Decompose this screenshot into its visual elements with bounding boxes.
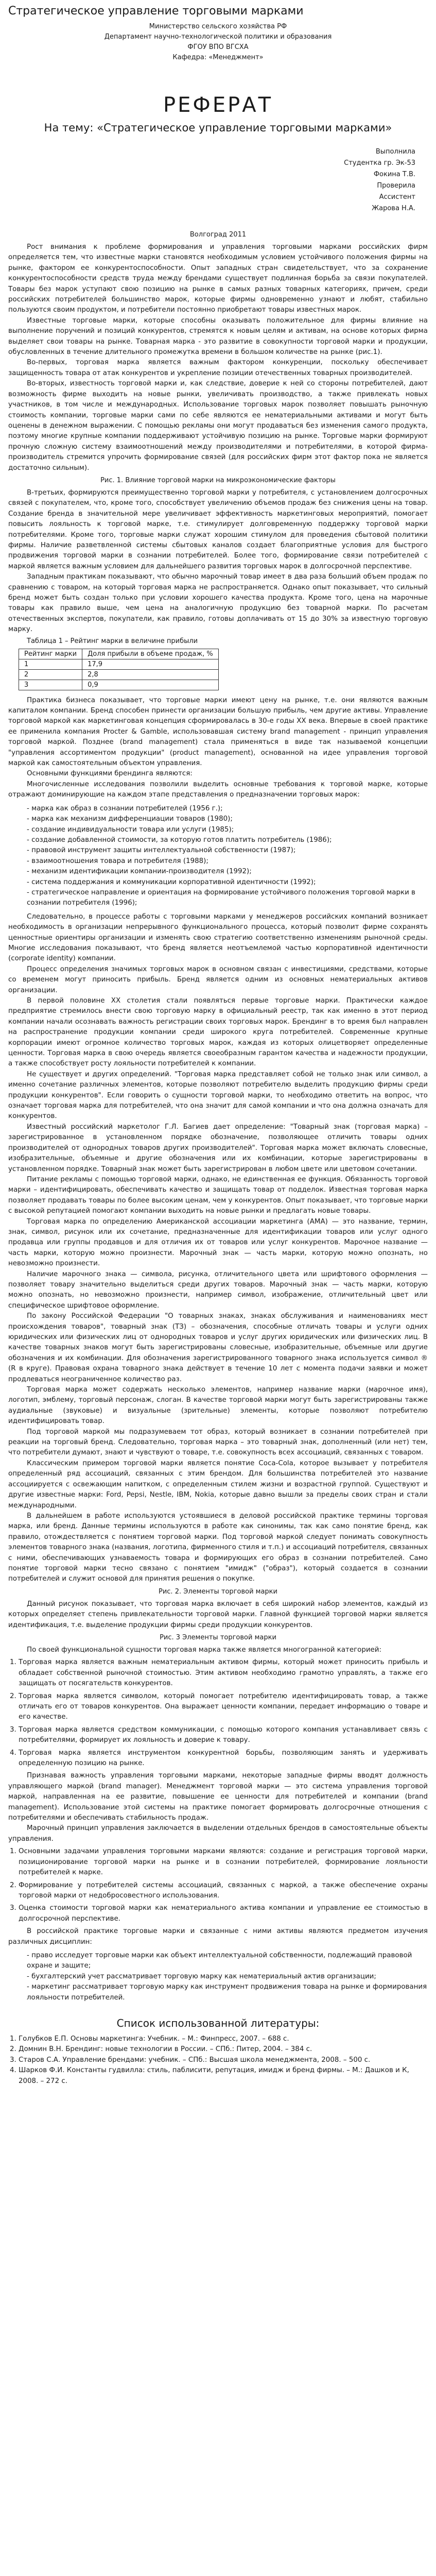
table-caption: Таблица 1 – Рейтинг марки в величине прибыли xyxy=(27,637,198,645)
discipline-list xyxy=(8,1951,428,2003)
table-row xyxy=(19,669,219,680)
table-cell: 17,9 xyxy=(82,659,219,669)
report-title: РЕФЕРАТ xyxy=(163,93,273,117)
list-item: 1. Основными задачами управления торговыми марками являются: создание и регистрация торговой марки, позиционирование торговой марки на рынке и в сознании потребителей, формирование лояльности потребителей к марке. xyxy=(19,1846,428,1878)
table-cell: 0,9 xyxy=(82,680,219,690)
document-heading: Стратегическое управление торговыми марками xyxy=(8,5,304,18)
reference-item: 3. Старов С.А. Управление брендами: учебник. – СПб.: Высшая школа менеджмента, 2008. – 500 с. xyxy=(19,2055,428,2065)
list-item: - стратегическое направление и ориентация на формирование устойчивого положения торговой марки в сознании потребителя (1996); xyxy=(27,888,415,907)
references-title: Список использованной литературы: xyxy=(116,2016,320,2029)
paragraph: Классическим примером торговой марки является понятие Coca-Cola, которое вызывает у потребителя определенный ряд ассоциаций, связанных с этим брендом. Для большинства потребителей это название ассоциируется с освежающим напитком, с определенным стилем жизни и возрастной группой. Существуют и другие известные марки: Ford, Pepsi, Nestle, IBM, Nokia, которые давно вышли за пределы своих стран и стали международными. xyxy=(8,1459,428,1510)
reference-item: 1. Голубков Е.П. Основы маркетинга: Учебник. – М.: Финпресс, 2007. – 688 с. xyxy=(19,2034,428,2044)
list-item: 4. Торговая марка является инструментом конкурентной борьбы, позволяющим занять и удерживать определенную позицию на рынке. xyxy=(19,1748,428,1769)
table-cell: 2 xyxy=(19,669,82,680)
paragraph: Известные торговые марки, которые способны оказывать положительное для фирмы влияние на выполнение поручений и позиций конкурентов, стремятся к новым целям и активам, на основе которых фирма выделяет свои товары на рынке. Товарная марка - это развитие в совокупности торговой марки и продукции, обусловленных в течение длительного промежутка времени в большом количестве на рынке (рис.1). xyxy=(8,316,428,357)
checked-label: Проверила xyxy=(377,182,415,190)
list-item: 2. Формирование у потребителей системы ассоциаций, связанных с маркой, а также обеспечение охраны торговой марки от недобросовестного использования. xyxy=(19,1880,428,1902)
city-year: Волгоград 2011 xyxy=(189,231,247,239)
paragraph: Рост внимания к проблеме формирования и управления торговыми марками российских фирм определяется тем, что известные марки становятся необходимым условием устойчивого положения фирмы на рынке, фактором ее конкурентоспособности. Опыт западных стран свидетельствует, что за сохранение конкурентоспособности средств труда между брендами существует подлинная борьба за связи покупателей. Товары без марок уступают свою позицию на рынке в самых разных товарных категориях, причем, среди российских потребителей большинство марок, которые фирмы одновременно узнают и любят, стабильно пользуются своим продуктом, и потребители постоянно приобретают товары известных марок. xyxy=(8,243,428,314)
list-item: - бухгалтерский учет рассматривает торговую марку как нематериальный актив организации; xyxy=(27,1972,376,1980)
paragraph: Наличие марочного знака — символа, рисунка, отличительного цвета или шрифтового оформления — позволяет товару значительно выделиться среди других товаров. Марочный знак — часть марки, которую можно опознать, но невозможно произнести, например символ, изображение, отличительный цвет или специфическое шрифтовое оформление. xyxy=(8,1270,428,1310)
list-item: - марка как механизм дифференциации товаров (1980); xyxy=(27,815,233,823)
paragraph: Западным практикам показывают, что обычно марочный товар имеет в два раза больший объем продаж по сравнению с товаром, на который торговая марка не распространяется. Однако опыт показывает, что сильный бренд может быть создан только при условии хорошего качества продукта. Кроме того, цена на марочные товары как правило выше, чем цена на аналогичную продукцию без товарной марки. По расчетам отечественных экспертов, покупатели, как правило, готовы доплачивать от 15 до 30% за известную торговую марку. xyxy=(8,573,428,634)
table-cell: 3 xyxy=(19,680,82,690)
student-group: Студентка гр. Эк-53 xyxy=(344,159,415,167)
paragraph: Известный российский маркетолог Г.Л. Багиев дает определение: "Товарный знак (торговая марка) – зарегистрированное в установленном порядке обозначение, позволяющее отличить товары одних производителей от однородных товаров других производителей". Торговая марка может включать словесные, изобразительные, объемные и другие обозначения или их комбинации, которые зарегистрированы в установленном порядке. Товарный знак может быть зарегистрирован в любом цвете или цветовом сочетании. xyxy=(8,1123,428,1173)
list-item: - механизм идентификации компании-производителя (1992); xyxy=(27,868,252,876)
ministry-line: Министерство сельского хозяйства РФ xyxy=(149,23,287,30)
table-cell: 1 xyxy=(19,659,82,669)
list-item: - правовой инструмент защиты интеллектуальной собственности (1987); xyxy=(27,846,296,855)
paragraph: Не существует и других определений. "Торговая марка представляет собой не только знак или символ, а именно сочетание различных элементов, которые позволяют потребителю выделить продукцию фирмы среди продукции конкурентов". Если говорить о сущности торговой марки, то необходимо ответить на вопрос, что означает торговая марка для потребителей, что она значит для самой компании и что она должна означать для конкурентов. xyxy=(8,1070,428,1121)
list-item: - марка как образ в сознании потребителей (1956 г.); xyxy=(27,804,223,812)
list-item: - система поддержания и коммуникации корпоративной идентичности (1992); xyxy=(27,878,316,886)
function-list xyxy=(8,804,428,909)
table-row xyxy=(19,680,219,690)
paragraph: Торговая марка может содержать несколько элементов, например название марки (марочное имя), логотип, эмблему, торговый персонаж, слоган. В качестве торговой марки могут быть зарегистрированы также аудиальные (звуковые) и визуальные (зрительные) элементы, которые позволяют потребителю идентифицировать товар. xyxy=(8,1386,428,1426)
paragraph: Торговая марка по определению Американской ассоциации маркетинга (АМА) — это название, термин, знак, символ, рисунок или их сочетание, предназначенные для идентификации товаров или услуг одного продавца или группы продавцов и для отличия их от товаров или услуг конкурентов. Марочное название — часть марки, которую можно произнести. Марочный знак — часть марки, которую можно опознать, но невозможно произнести. xyxy=(8,1217,428,1268)
list-item: 2. Торговая марка является символом, который помогает потребителю идентифицировать товар, а также отличать его от товаров конкурентов. Она выражает ценности компании, передает информацию о товаре и его качестве. xyxy=(19,1691,428,1723)
paragraph: Данный рисунок показывает, что торговая марка включает в себя широкий набор элементов, каждый из которых определяет степень привлекательности торговой марки. Главной функцией торговой марки является идентификация, т.е. выделение продукции фирмы среди продукции конкурентов. xyxy=(8,1600,428,1629)
paragraph: В дальнейшем в работе используются устоявшиеся в деловой российской практике термины торговая марка, или бренд. Данные термины используются в работе как синонимы, так как само понятие бренд, как правило, отождествляется с понятием торговой марки. Под торговой маркой следует понимать совокупность элементов товарного знака (названия, логотипа, фирменного стиля и т.п.) и ассоциаций потребителя, связанных с ними, обеспечивающих узнаваемость товара и формирующих его образ в сознании потребителей. Само понятие торговой марки тесно связано с понятием "имидж" ("образ"), который создается в сознании потребителей и служит основой для принятия решения о покупке. xyxy=(8,1512,428,1583)
paragraph: В российской практике торговые марки и связанные с ними активы являются предметом изучения различных дисциплин: xyxy=(8,1927,428,1946)
reference-item: 2. Домнин В.Н. Брендинг: новые технологии в России. – СПб.: Питер, 2004. – 384 с. xyxy=(19,2044,428,2055)
table-header-row xyxy=(19,649,219,659)
chair-line: Кафедра: «Менеджмент» xyxy=(172,54,264,61)
checker-position: Ассистент xyxy=(379,193,415,201)
numbered-list xyxy=(8,1846,428,1924)
paragraph: По своей функциональной сущности торговая марка также является многогранной категорией: xyxy=(27,1646,381,1654)
table-cell: 2,8 xyxy=(82,669,219,680)
paragraph: Признавая важность управления торговыми марками, некоторые западные фирмы вводят должность управляющего маркой (brand manager). Менеджмент торговой марки — это система управления торговой маркой, направленная на ее развитие, повышение ее ценности для потребителей и компании (brand management). Использование этой системы на практике помогает формировать долгосрочные отношения с потребителями и обеспечивать стабильность продаж. xyxy=(8,1772,428,1822)
list-item: - создание добавленной стоимости, за которую готов платить потребитель (1986); xyxy=(27,836,332,844)
paragraph: В-третьих, формируются преимущественно торговой марки у потребителя, с установлением долгосрочных связей с покупателем, что, кроме того, способствует увеличению объемов продаж без снижения цены на товар. Создание бренда в значительной мере увеличивает эффективность маркетинговых мероприятий, помогает повысить лояльность к торговой марке, т.е. стимулирует долговременную поддержку торговой марки потребителями. Кроме того, торговые марки служат хорошим стимулом для проведения сбытовой политики фирмы. Наличие разветвленной системы сбытовых каналов создает благоприятные условия для быстрого продвижения торговой марки в сознании потребителей. Более того, формирование связи потребителей с маркой является важным условием для дальнейшего развития торговых марок в долгосрочной перспективе. xyxy=(8,488,428,570)
table-header-cell: Доля прибыли в объеме продаж, % xyxy=(82,649,219,659)
university-line: ФГОУ ВПО ВГСХА xyxy=(187,43,249,51)
paragraph: Основными функциями брендинга являются: xyxy=(27,770,193,778)
paragraph: Практика бизнеса показывает, что торговые марки имеют цену на рынке, т.е. они являются важным капиталом компании. Бренд способен принести организации большую прибыль, чем другие активы. Управление торговой маркой как маркетинговая концепция сформировалась в 30-е годы XX века. Впервые в своей практике ее применила компания Procter & Gamble, использовавшая систему brand management - принцип управления торговой маркой. Позднее (brand management) стала применяться в виде так называемой концепции "управления ассортиментом продукции" (product management), основанной на идее управления торговой маркой как самостоятельным объектом управления. xyxy=(8,696,428,768)
table-header-cell: Рейтинг марки xyxy=(19,649,82,659)
paragraph: Питание рекламы с помощью торговой марки, однако, не единственная ее функция. Обязанность торговой марки – идентифицировать, обеспечивать качество и защищать товар от подделок. Известная торговая марка позволяет продавать товары по более высоким ценам, чем у конкурентов. Опыт показывает, что торговые марки с высокой репутацией помогают компании выходить на новые рынки и предлагать новые товары. xyxy=(8,1175,428,1215)
reference-item: 4. Шарков Ф.И. Константы гудвилла: стиль, паблисити, репутация, имидж и бренд фирмы. – М.: Дашков и К, 2008. – 272 с. xyxy=(19,2065,428,2087)
paragraph: По закону Российской Федерации "О товарных знаках, знаках обслуживания и наименованиях мест происхождения товаров", товарный знак (ТЗ) – обозначения, способные отличать товары и услуги одних юридических или физических лиц от однородных товаров и услуг других юридических или физических лиц. В качестве товарных знаков могут быть зарегистрированы словесные, изобразительные, объемные или другие обозначения и их комбинации. Для обозначения зарегистрированного товарного знака используется символ ® (R в круге). Правовая охрана товарного знака действует в течение 10 лет с момента подачи заявки и может продлеваться неограниченное количество раз. xyxy=(8,1312,428,1383)
department-line: Департамент научно-технологической политики и образования xyxy=(104,33,332,41)
paragraph: Многочисленные исследования позволили выделить основные требования к торговой марке, которые отражают доминирующие на каждом этапе представления о предназначении торговых марок: xyxy=(8,780,428,799)
figure-caption: Рис. 3 Элементы торговой марки xyxy=(160,1633,276,1641)
list-item: - право исследует торговые марки как объект интеллектуальной собственности, подлежащий правовой охране и защите; xyxy=(27,1951,412,1970)
list-item: 3. Торговая марка является средством коммуникации, с помощью которого компания устанавливает связь с потребителями, формирует их лояльность и доверие к товару. xyxy=(19,1725,428,1746)
references-list xyxy=(8,2034,428,2087)
paragraph: Во-вторых, известность торговой марки и, как следствие, доверие к ней со стороны потребителей, дают возможность фирме выходить на новые рынки, увеличивать производство, а также привлекать новых участников, в том числе и международных. Использование торговых марок позволяет повышать рыночную стоимость компании, торговые марки сами по себе являются ее нематериальными активами и могут быть оценены в денежном выражении. С помощью рекламы они могут продаваться без изменения самого продукта, поэтому многие крупные компании поддерживают устойчивую позицию на рынке. Торговые марки формируют прочную сложную систему взаимоотношений между производителями и потребителями, в которой фирма-производитель стремится упрочить формирование связей (для российских фирм этот фактор пока не является достаточно сильным). xyxy=(8,380,428,472)
list-item: - создание индивидуальности товара или услуги (1985); xyxy=(27,825,234,834)
paragraph: Следовательно, в процессе работы с торговыми марками у менеджеров российских компаний возникает необходимость в организации непрерывного функционального процесса, который позволит фирме сохранять ценностные ориентиры организации и изменять свою стратегию соответственно изменениям рыночной среды. Многие исследования показывают, что бренд является неотъемлемой частью корпоративной идентичности (corporate identity) компании. xyxy=(8,912,428,963)
figure-caption: Рис. 2. Элементы торговой марки xyxy=(159,1587,277,1596)
paragraph: Процесс определения значимых торговых марок в основном связан с инвестициями, средствами, которые со временем могут приносить прибыль. Бренд является одним из основных нематериальных активов организации. xyxy=(8,965,428,994)
report-theme: На тему: «Стратегическое управление торговыми марками» xyxy=(44,122,392,134)
paragraph: Во-первых, торговая марка является важным фактором конкуренции, поскольку обеспечивает защищенность товара от атак конкурентов и укрепление позиции отечественных товарных производителей. xyxy=(8,359,428,377)
checker-name: Жарова Н.А. xyxy=(372,205,415,212)
list-item: 3. Оценка стоимости торговой марки как нематериального актива компании и управление ее стоимостью в долгосрочной перспективе. xyxy=(19,1903,428,1924)
list-item: - взаимоотношения товара и потребителя (1988); xyxy=(27,857,208,865)
paragraph: Марочный принцип управления заключается в выделении отдельных брендов в самостоятельные объекты управления. xyxy=(8,1824,428,1843)
student-name: Фокина Т.В. xyxy=(373,171,415,178)
list-item: 1. Торговая марка является важным нематериальным активом фирмы, который может приносить прибыль и обладает собственной рыночной стоимостью. Этим активом необходимо грамотно управлять, а также его защищать от посягательств конкурентов. xyxy=(19,1657,428,1689)
paragraph: Под торговой маркой мы подразумеваем тот образ, который возникает в сознании потребителей при реакции на торговый бренд. Следовательно, торговая марка – это товарный знак, дополненный (или нет) тем, что потребители думают, знают и чувствуют о товаре, т.е. совокупность всех ассоциаций, связанных с товаром. xyxy=(8,1428,428,1457)
table-row xyxy=(19,659,219,669)
done-label: Выполнила xyxy=(375,148,415,156)
paragraph: В первой половине XX столетия стали появляться первые торговые марки. Практически каждое предприятие стремилось внести свою торговую марку в официальный реестр, так как именно в этот период компании начали осознавать важность регистрации своих торговых марок. Брендинг в то время был направлен на распространение продукции компании среди широкого круга потребителей. Современные крупные корпорации имеют огромное количество торговых марок, каждая из которых олицетворяет определенные ценности. Торговая марка в свою очередь является своеобразным гарантом качества и надежности продукции, а также способствует росту лояльности потребителей к компании. xyxy=(8,997,428,1068)
list-item: - маркетинг рассматривает торговую марку как инструмент продвижения товара на рынке и формирования лояльности потребителей. xyxy=(27,1983,427,2002)
numbered-list xyxy=(8,1657,428,1769)
figure-caption: Рис. 1. Влияние торговой марки на микроэкономические факторы xyxy=(100,476,336,484)
rating-table xyxy=(19,649,219,690)
